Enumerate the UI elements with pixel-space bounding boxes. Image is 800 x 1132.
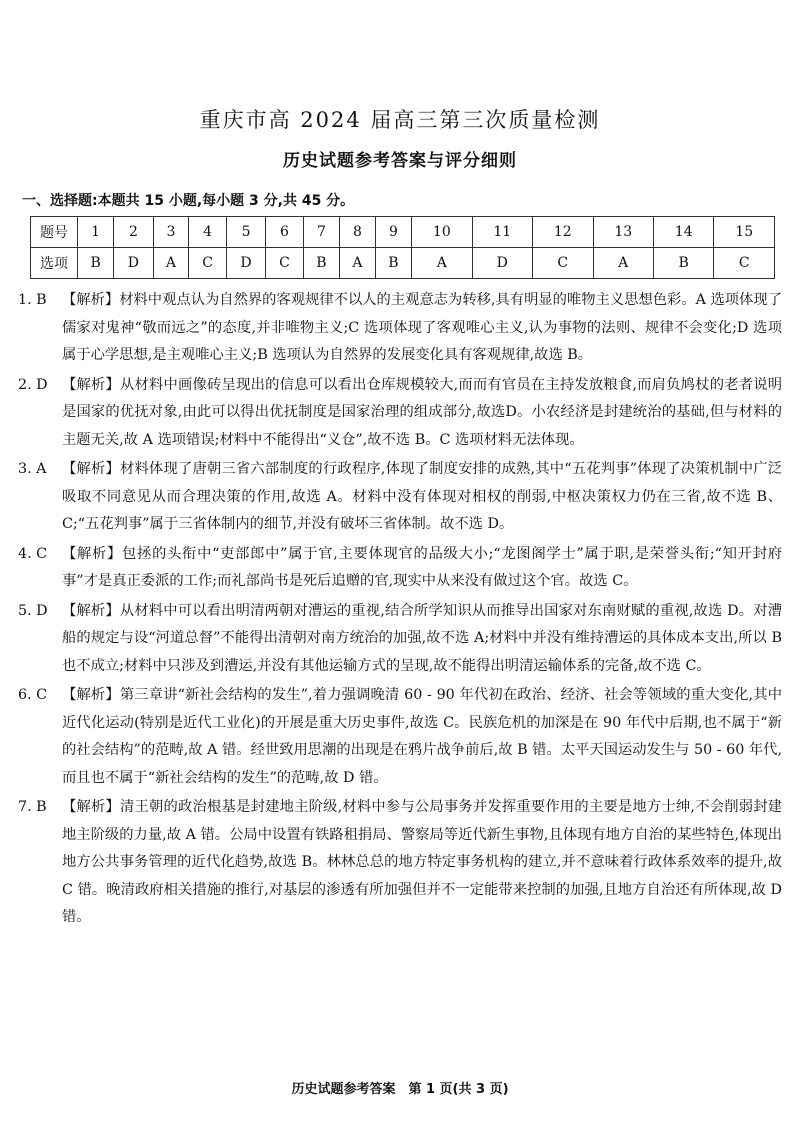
analysis-tag: 【解析】: [62, 292, 120, 308]
question-number: 4: [189, 217, 227, 248]
question-number: 6: [266, 217, 304, 248]
item-number: 1. B: [18, 292, 47, 308]
question-number: 5: [226, 217, 265, 248]
item-number: 3. A: [18, 461, 47, 477]
item-number: 5. D: [18, 602, 48, 619]
answer-cell: B: [303, 248, 339, 279]
explanation-item-5: [18, 598, 783, 681]
explanation-item-3: [18, 456, 783, 539]
answer-cell: B: [653, 248, 713, 279]
analysis-tag: 【解析】: [62, 376, 121, 393]
section-heading: 一、选择题:本题共 15 小题,每小题 3 分,共 45 分。: [22, 193, 355, 209]
answer-cell: D: [114, 248, 153, 279]
item-text: 从材料中画像砖呈现出的信息可以看出仓库规模较大,而而有官员在主持发放粮食,而肩负鸠杖的老者说明是国家的优抚对象,由此可以得出优抚制度是国家治理的组成部分,故选D。小农经济是封建统治的基础,但与材料的主题无关,故 A 选项错误;材料中不能得出“义仓”,故不选 B。C 选项材料无法体现。: [62, 376, 783, 448]
item-text: 第三章讲“新社会结构的发生”,着力强调晚清 60 - 90 年代初在政治、经济、社会等领域的重大变化,其中近代化运动(特别是近代工业化)的开展是重大历史事件,故选 C。民族危机的加深是在 90 年代中后期,也不属于“新的社会结构”的范畴,故 A 错。经世致用思潮的出现是在鸦片战争前后,故 B 错。太平天国运动发生与 50 - 60 年代,而且也不属于“新社会结构的发生”的范畴,故 D 错。: [62, 687, 783, 786]
answer-cell: D: [472, 248, 532, 279]
question-number: 9: [375, 217, 411, 248]
analysis-tag: 【解析】: [62, 687, 120, 703]
answer-cell: A: [153, 248, 189, 279]
answer-table: [30, 216, 775, 279]
explanation-item-4: [18, 541, 783, 596]
row-label-number: 题号: [31, 217, 78, 248]
question-number: 14: [653, 217, 713, 248]
question-number: 13: [593, 217, 653, 248]
question-number: 3: [153, 217, 189, 248]
answer-cell: C: [533, 248, 593, 279]
item-text: 包拯的头衔中“吏部郎中”属于官,主要体现官的品级大小;“龙图阁学士”属于职,是荣誉头衔;“知开封府事”才是真正委派的工作;而礼部尚书是死后追赠的官,现实中从来没有做过这个官。故选 C。: [62, 545, 783, 589]
analysis-tag: 【解析】: [62, 461, 120, 477]
item-number: 6. C: [18, 687, 48, 703]
item-text: 材料中观点认为自然界的客观规律不以人的主观意志为转移,具有明显的唯物主义思想色彩。A 选项体现了儒家对鬼神“敬而远之”的态度,并非唯物主义;C 选项体现了客观唯心主义,认为事物的法则、规律不会变化;D 选项属于心学思想,是主观唯心主义;B 选项认为自然界的发展变化具有客观规律,故选 B。: [62, 292, 783, 363]
explanation-item-6: [18, 682, 783, 792]
answer-cell: B: [375, 248, 411, 279]
answer-cell: C: [714, 248, 775, 279]
answer-cell: B: [78, 248, 114, 279]
question-number-row: [31, 217, 775, 248]
answer-cell: A: [340, 248, 376, 279]
analysis-tag: 【解析】: [62, 799, 121, 815]
item-text: 从材料中可以看出明清两朝对漕运的重视,结合所学知识从而推导出国家对东南财赋的重视,故选 D。对漕船的规定与设“河道总督”不能得出清朝对南方统治的加强,故不选 A;材料中并没有维持漕运的具体成本支出,所以 B 也不成立;材料中只涉及到漕运,并没有其他运输方式的呈现,故不能得出明清运输体系的完备,故不选 C。: [62, 602, 783, 674]
item-number: 7. B: [18, 799, 47, 815]
item-number: 4. C: [18, 545, 48, 562]
question-number: 7: [303, 217, 339, 248]
question-number: 10: [412, 217, 472, 248]
question-number: 12: [533, 217, 593, 248]
question-number: 15: [714, 217, 775, 248]
row-label-answer: 选项: [31, 248, 78, 279]
explanation-list: [18, 287, 783, 934]
answer-cell: C: [189, 248, 227, 279]
explanation-item-1: [18, 287, 783, 370]
question-number: 11: [472, 217, 532, 248]
answer-cell: D: [226, 248, 265, 279]
page-footer: 历史试题参考答案 第 1 页(共 3 页): [291, 1082, 509, 1097]
explanation-item-7: [18, 794, 783, 932]
question-number: 1: [78, 217, 114, 248]
page-title: 重庆市高 2024 届高三第三次质量检测: [199, 108, 601, 132]
question-number: 8: [340, 217, 376, 248]
item-text: 材料体现了唐朝三省六部制度的行政程序,体现了制度安排的成熟,其中“五花判事”体现了决策机制中广泛吸取不同意见从而合理决策的作用,故选 A。材料中没有体现对相权的削弱,中枢决策权力仍在三省,故不选 B、C;“五花判事”属于三省体制内的细节,并没有破坏三省体制。故不选 D。: [62, 461, 783, 532]
question-number: 2: [114, 217, 153, 248]
explanation-item-2: [18, 372, 783, 455]
answer-cell: A: [412, 248, 472, 279]
answer-cell: C: [266, 248, 304, 279]
analysis-tag: 【解析】: [62, 545, 123, 562]
item-text: 清王朝的政治根基是封建地主阶级,材料中参与公局事务并发挥重要作用的主要是地方士绅,不会削弱封建地主阶级的力量,故 A 错。公局中设置有铁路租捐局、警察局等近代新生事物,且体现有地方自治的某些特色,体现出地方公共事务管理的近代化趋势,故选 B。林林总总的地方特定事务机构的建立,并不意味着行政体系效率的提升,故 C 错。晚清政府相关措施的推行,对基层的渗透有所加强但并不一定能带来控制的加强,且地方自治还有所体现,故 D 错。: [62, 799, 783, 925]
page-subtitle: 历史试题参考答案与评分细则: [283, 151, 517, 171]
analysis-tag: 【解析】: [62, 602, 120, 619]
item-number: 2. D: [18, 376, 48, 393]
answer-row: [31, 248, 775, 279]
answer-cell: A: [593, 248, 653, 279]
